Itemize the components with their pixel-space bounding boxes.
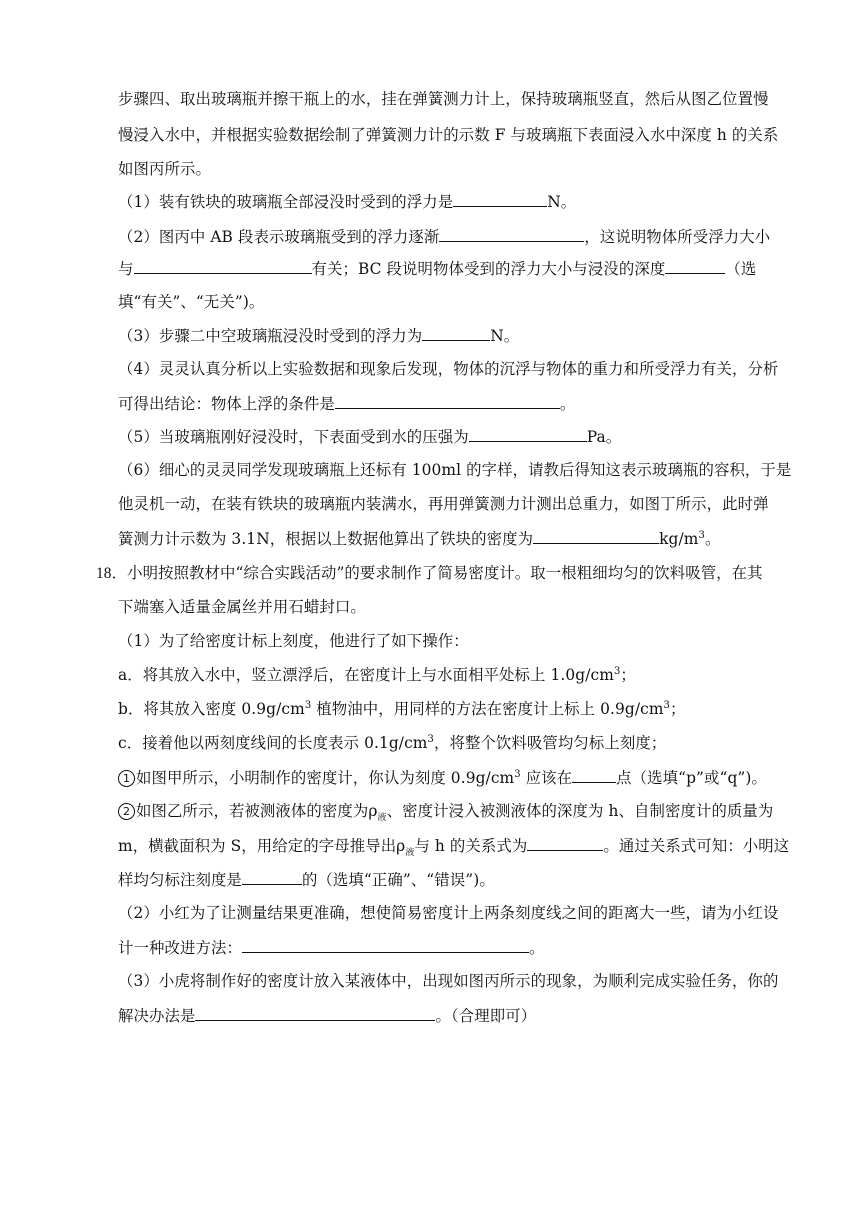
q18-part3-line2 bbox=[118, 1005, 536, 1026]
q17-part2-text-d: 有关；BC 段说明物体受到的浮力大小与浸没的深度 bbox=[311, 260, 666, 278]
q17-part4-text: 可得出结论：物体上浮的条件是 bbox=[118, 395, 335, 413]
answer-blank-18-5[interactable] bbox=[195, 1005, 435, 1021]
q17-part5-text: （5）当玻璃瓶刚好浸没时，下表面受到水的压强为 bbox=[118, 428, 469, 446]
q17-part6-line3 bbox=[118, 528, 720, 549]
q17-part2-text-c: 与 bbox=[118, 260, 134, 278]
q18-sub2-text1: 如图乙所示，若被测液体的密度为ρ bbox=[136, 802, 378, 820]
q18-step-a-text: a．将其放入水中，竖立漂浮后，在密度计上与水面相平处标上 1.0g/cm bbox=[118, 666, 614, 684]
q18-sub2-sub2: 液 bbox=[405, 848, 415, 859]
q18-part1: （1）为了给密度计标上刻度，他进行了如下操作： bbox=[118, 632, 469, 650]
q18-step-a-sup: 3 bbox=[613, 665, 621, 677]
q17-part4-line1: （4）灵灵认真分析以上实验数据和现象后发现，物体的沉浮与物体的重力和所受浮力有关，分析 bbox=[118, 360, 779, 378]
q18-intro-line1 bbox=[96, 563, 763, 584]
q18-step-a bbox=[118, 665, 636, 685]
answer-blank-2a[interactable] bbox=[439, 226, 584, 242]
q17-part6-unit: kg/m bbox=[659, 530, 699, 548]
q17-part4-line2 bbox=[118, 393, 575, 414]
answer-blank-4[interactable] bbox=[335, 393, 560, 409]
q17-part2-text-b: ，这说明物体所受浮力大小 bbox=[584, 228, 771, 246]
q17-part4-end: 。 bbox=[559, 395, 576, 413]
answer-blank-18-1[interactable] bbox=[572, 767, 616, 783]
step4-line1: 步骤四、取出玻璃瓶并擦干瓶上的水，挂在弹簧测力计上，保持玻璃瓶竖直，然后从图乙位置慢 bbox=[118, 90, 769, 108]
answer-blank-18-2[interactable] bbox=[527, 835, 603, 851]
q18-part3-end: 。（合理即可） bbox=[435, 1007, 537, 1025]
q17-part2-line3: 填“有关”、“无关”)。 bbox=[118, 293, 265, 311]
q18-part2-text: 计一种改进方法： bbox=[118, 939, 242, 957]
q18-sub2-text3: m，横截面积为 S，用给定的字母推导出ρ bbox=[118, 837, 406, 855]
answer-blank-2c[interactable] bbox=[665, 258, 725, 274]
q18-intro-line2: 下端塞入适量金属丝并用石蜡封口。 bbox=[118, 598, 366, 616]
answer-blank-3[interactable] bbox=[422, 325, 490, 341]
q18-step-a-end: ； bbox=[620, 666, 636, 684]
q18-sub2-text5: 。通过关系式可知：小明这 bbox=[603, 837, 790, 855]
answer-blank-5[interactable] bbox=[469, 426, 587, 442]
q17-part3-unit: N。 bbox=[490, 327, 520, 345]
q18-sub1-text1: 如图甲所示，小明制作的密度计，你认为刻度 0.9g/cm bbox=[136, 769, 515, 787]
q18-step-b-end: ； bbox=[670, 700, 686, 718]
answer-blank-2b[interactable] bbox=[134, 258, 312, 274]
q18-sub2-line2 bbox=[118, 835, 790, 859]
q18-sub1-text2: 应该在 bbox=[520, 769, 573, 787]
circled-number-1: 1 bbox=[118, 770, 135, 787]
q18-part2-line2 bbox=[118, 937, 544, 958]
q18-sub1 bbox=[118, 767, 767, 788]
q18-step-b-text2: 植物油中，用同样的方法在密度计上标上 0.9g/cm bbox=[311, 700, 664, 718]
q17-part2-line2 bbox=[118, 258, 756, 279]
q18-part2-end: 。 bbox=[528, 939, 545, 957]
q17-part2-text-a: （2）图丙中 AB 段表示玻璃瓶受到的浮力逐渐 bbox=[118, 228, 440, 246]
q18-sub2-text7: 的（选填“正确”、“错误”)。 bbox=[301, 871, 495, 889]
q18-sub1-text3: 点（选填“p”或“q”)。 bbox=[616, 769, 767, 787]
answer-blank-6[interactable] bbox=[533, 528, 659, 544]
q18-step-b-sup2: 3 bbox=[663, 699, 670, 711]
q17-part2-text-e: （选 bbox=[725, 260, 757, 278]
step4-line2: 慢浸入水中，并根据实验数据绘制了弹簧测力计的示数 F 与玻璃瓶下表面浸入水中深度 h 的关系 bbox=[118, 126, 779, 144]
q17-part6-end: 。 bbox=[704, 530, 721, 548]
q17-part5-unit: Pa。 bbox=[586, 428, 622, 446]
q18-sub1-sup: 3 bbox=[514, 768, 521, 780]
q17-part1-text: （1）装有铁块的玻璃瓶全部浸没时受到的浮力是 bbox=[118, 193, 454, 211]
q18-part3-line1: （3）小虎将制作好的密度计放入某液体中，出现如图丙所示的现象，为顺利完成实验任务，你的 bbox=[118, 972, 779, 990]
q18-number: 18． bbox=[96, 565, 128, 582]
q18-sub2-line3 bbox=[118, 869, 495, 890]
q17-part3 bbox=[118, 325, 519, 346]
q18-sub2-text6: 样均匀标注刻度是 bbox=[118, 871, 242, 889]
q17-part6-line1: （6）细心的灵灵同学发现玻璃瓶上还标有 100ml 的字样，请教后得知这表示玻璃瓶的容积，于是 bbox=[118, 461, 792, 479]
q17-part3-text: （3）步骤二中空玻璃瓶浸没时受到的浮力为 bbox=[118, 327, 423, 345]
answer-blank-18-4[interactable] bbox=[242, 937, 529, 953]
q18-step-c-text: c．接着他以两刻度线间的长度表示 0.1g/cm bbox=[118, 734, 428, 752]
q17-part6-unit-sup: 3 bbox=[698, 529, 705, 541]
q18-step-b bbox=[118, 699, 686, 719]
q17-part2-line1 bbox=[118, 226, 770, 247]
q18-step-b-sup1: 3 bbox=[304, 699, 312, 711]
q17-part1 bbox=[118, 191, 576, 212]
q18-step-c bbox=[118, 733, 666, 753]
circled-number-2: 2 bbox=[118, 803, 135, 820]
q18-intro-text: 小明按照教材中“综合实践活动”的要求制作了简易密度计。取一根粗细均匀的饮料吸管，在其 bbox=[127, 564, 763, 582]
q18-step-c-sup: 3 bbox=[427, 733, 434, 745]
q18-part3-text: 解决办法是 bbox=[118, 1007, 196, 1025]
q18-step-b-text1: b．将其放入密度 0.9g/cm bbox=[118, 700, 305, 718]
step4-line3: 如图丙所示。 bbox=[118, 160, 211, 178]
q17-part6-text: 簧测力计示数为 3.1N，根据以上数据他算出了铁块的密度为 bbox=[118, 530, 534, 548]
q17-part6-line2: 他灵机一动，在装有铁块的玻璃瓶内装满水，再用弹簧测力计测出总重力，如图丁所示，此时弹 bbox=[118, 495, 769, 513]
answer-blank-1[interactable] bbox=[453, 191, 547, 207]
q18-sub2-text2: 、密度计浸入被测液体的深度为 h、自制密度计的质量为 bbox=[386, 802, 774, 820]
q17-part1-unit: N。 bbox=[547, 193, 577, 211]
q18-sub2-line1 bbox=[118, 801, 774, 824]
q18-sub2-text4: 与 h 的关系式为 bbox=[414, 837, 528, 855]
q17-part5 bbox=[118, 426, 621, 447]
answer-blank-18-3[interactable] bbox=[242, 869, 302, 885]
q18-sub2-sub1: 液 bbox=[377, 813, 387, 824]
q18-part2-line1: （2）小红为了让测量结果更准确，想使简易密度计上两条刻度线之间的距离大一些，请为小红设 bbox=[118, 904, 779, 922]
q18-step-c-end: ，将整个饮料吸管均匀标上刻度； bbox=[433, 734, 667, 752]
